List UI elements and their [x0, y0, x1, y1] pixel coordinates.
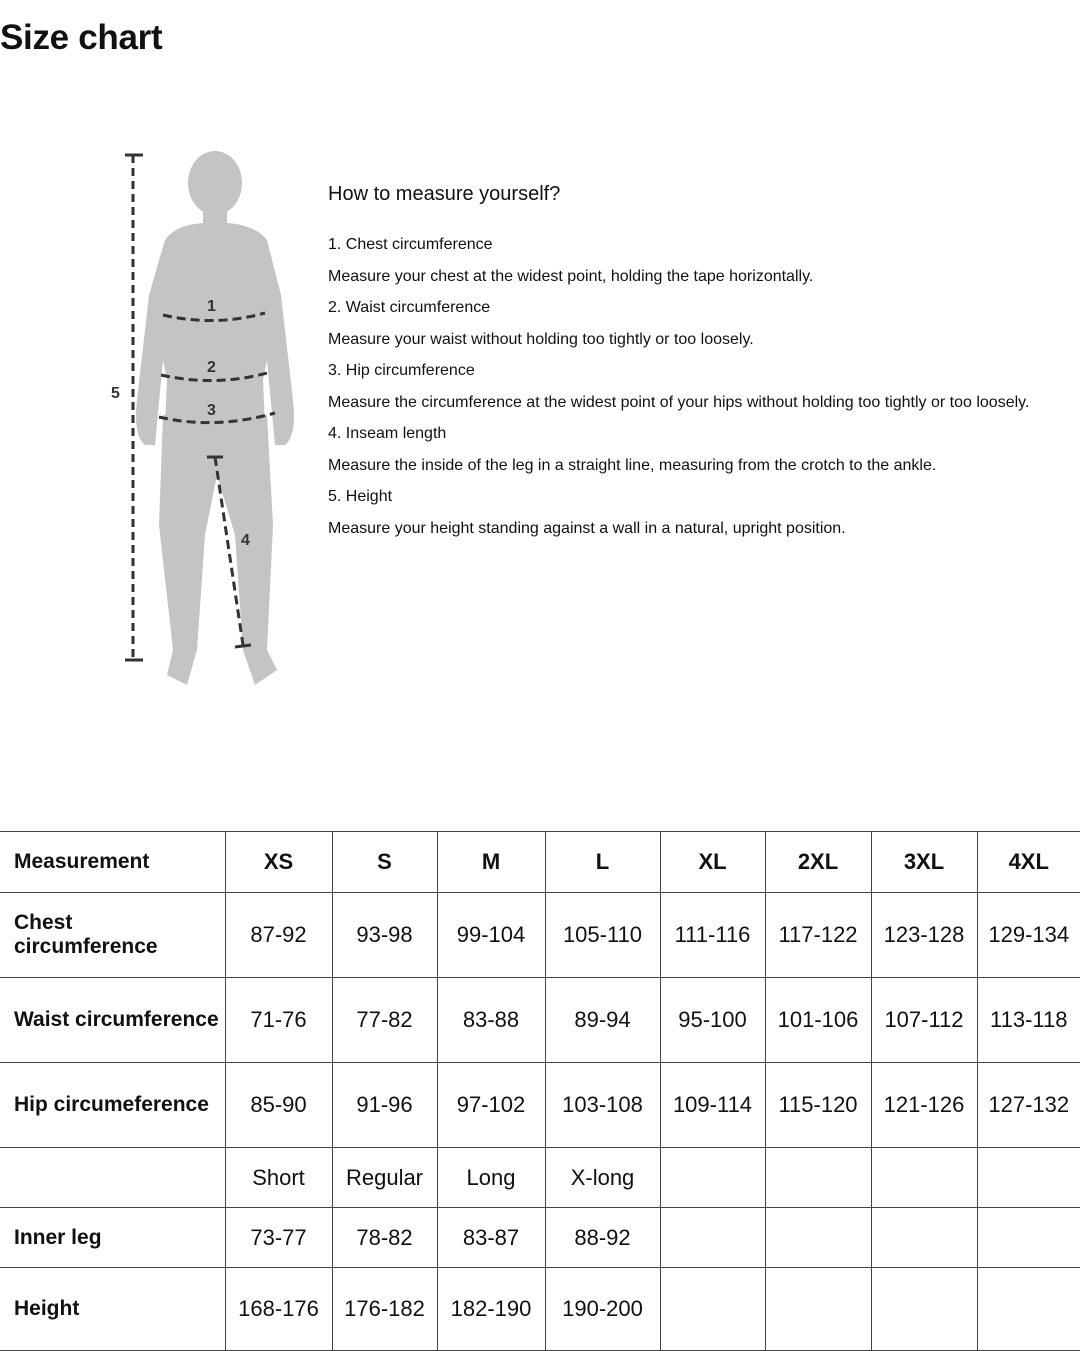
marker-hip: 3 [207, 402, 216, 419]
guide-step-hip [328, 362, 1078, 425]
table-cell: 182-190 [437, 1268, 545, 1351]
header-cell: XL [660, 832, 765, 893]
table-cell: 78-82 [332, 1208, 437, 1268]
table-cell [660, 1148, 765, 1208]
table-cell [871, 1268, 977, 1351]
step-title: 5. Height [328, 488, 393, 505]
table-cell: 85-90 [225, 1063, 332, 1148]
table-cell: 87-92 [225, 893, 332, 978]
table-cell: 115-120 [765, 1063, 871, 1148]
table-cell: 97-102 [437, 1063, 545, 1148]
row-label: Height [0, 1268, 225, 1351]
guide-step-inseam [328, 425, 1078, 488]
marker-inseam: 4 [241, 532, 250, 549]
table-cell [765, 1268, 871, 1351]
table-cell [977, 1268, 1080, 1351]
table-cell: 103-108 [545, 1063, 660, 1148]
step-title: 2. Waist circumference [328, 299, 491, 316]
table-row [0, 1148, 1080, 1208]
guide-step-chest [328, 236, 1078, 299]
header-cell: S [332, 832, 437, 893]
table-cell: 77-82 [332, 978, 437, 1063]
body-measurement-figure [105, 145, 305, 690]
table-cell: X-long [545, 1148, 660, 1208]
step-title: 3. Hip circumference [328, 362, 475, 379]
body-silhouette-illustration [105, 145, 305, 690]
table-row [0, 1268, 1080, 1351]
table-cell: 107-112 [871, 978, 977, 1063]
guide-step-waist [328, 299, 1078, 362]
table-cell: Short [225, 1148, 332, 1208]
step-title: 1. Chest circumference [328, 236, 493, 253]
header-cell: 2XL [765, 832, 871, 893]
table-cell [660, 1208, 765, 1268]
guide-step-height [328, 488, 1078, 551]
step-description: Measure your chest at the widest point, holding the tape horizontally. [328, 268, 814, 285]
row-label [0, 1148, 225, 1208]
header-cell: XS [225, 832, 332, 893]
table-cell: 109-114 [660, 1063, 765, 1148]
table-cell: 129-134 [977, 893, 1080, 978]
header-cell: 4XL [977, 832, 1080, 893]
table-cell [977, 1148, 1080, 1208]
table-cell: 105-110 [545, 893, 660, 978]
table-row [0, 1063, 1080, 1148]
table-cell: 95-100 [660, 978, 765, 1063]
marker-height: 5 [111, 385, 120, 402]
table-row [0, 1208, 1080, 1268]
table-cell [765, 1208, 871, 1268]
table-cell: 71-76 [225, 978, 332, 1063]
table-cell: 113-118 [977, 978, 1080, 1063]
row-label: Chest circumference [0, 893, 225, 978]
row-label: Hip circumeference [0, 1063, 225, 1148]
step-description: Measure the inside of the leg in a straight line, measuring from the crotch to the ankle. [328, 457, 937, 474]
table-cell: 176-182 [332, 1268, 437, 1351]
table-cell: 83-87 [437, 1208, 545, 1268]
header-cell: Measurement [0, 832, 225, 893]
marker-chest: 1 [207, 298, 216, 315]
table-cell: Long [437, 1148, 545, 1208]
table-cell: 121-126 [871, 1063, 977, 1148]
table-cell [871, 1148, 977, 1208]
step-description: Measure your height standing against a wall in a natural, upright position. [328, 520, 846, 537]
table-cell: 101-106 [765, 978, 871, 1063]
table-cell: Regular [332, 1148, 437, 1208]
table-header-row [0, 832, 1080, 893]
table-cell: 168-176 [225, 1268, 332, 1351]
marker-waist: 2 [207, 359, 216, 376]
header-cell: L [545, 832, 660, 893]
table-cell: 111-116 [660, 893, 765, 978]
table-cell: 88-92 [545, 1208, 660, 1268]
table-cell: 89-94 [545, 978, 660, 1063]
page-title: Size chart [0, 18, 163, 57]
measurement-guide [328, 183, 1078, 551]
table-cell: 93-98 [332, 893, 437, 978]
guide-heading: How to measure yourself? [328, 183, 561, 205]
step-description: Measure the circumference at the widest point of your hips without holding too tightly or too loosely. [328, 394, 1030, 411]
row-label: Inner leg [0, 1208, 225, 1268]
step-description: Measure your waist without holding too tightly or too loosely. [328, 331, 754, 348]
table-cell [660, 1268, 765, 1351]
step-title: 4. Inseam length [328, 425, 447, 442]
header-cell: 3XL [871, 832, 977, 893]
header-cell: M [437, 832, 545, 893]
table-cell: 117-122 [765, 893, 871, 978]
table-cell [977, 1208, 1080, 1268]
table-cell: 99-104 [437, 893, 545, 978]
table-cell: 190-200 [545, 1268, 660, 1351]
size-table [0, 831, 1080, 1351]
table-cell [765, 1148, 871, 1208]
table-row [0, 978, 1080, 1063]
table-cell: 91-96 [332, 1063, 437, 1148]
table-cell: 123-128 [871, 893, 977, 978]
row-label: Waist circumference [0, 978, 225, 1063]
table-row [0, 893, 1080, 978]
table-cell [871, 1208, 977, 1268]
table-cell: 73-77 [225, 1208, 332, 1268]
table-cell: 83-88 [437, 978, 545, 1063]
table-cell: 127-132 [977, 1063, 1080, 1148]
